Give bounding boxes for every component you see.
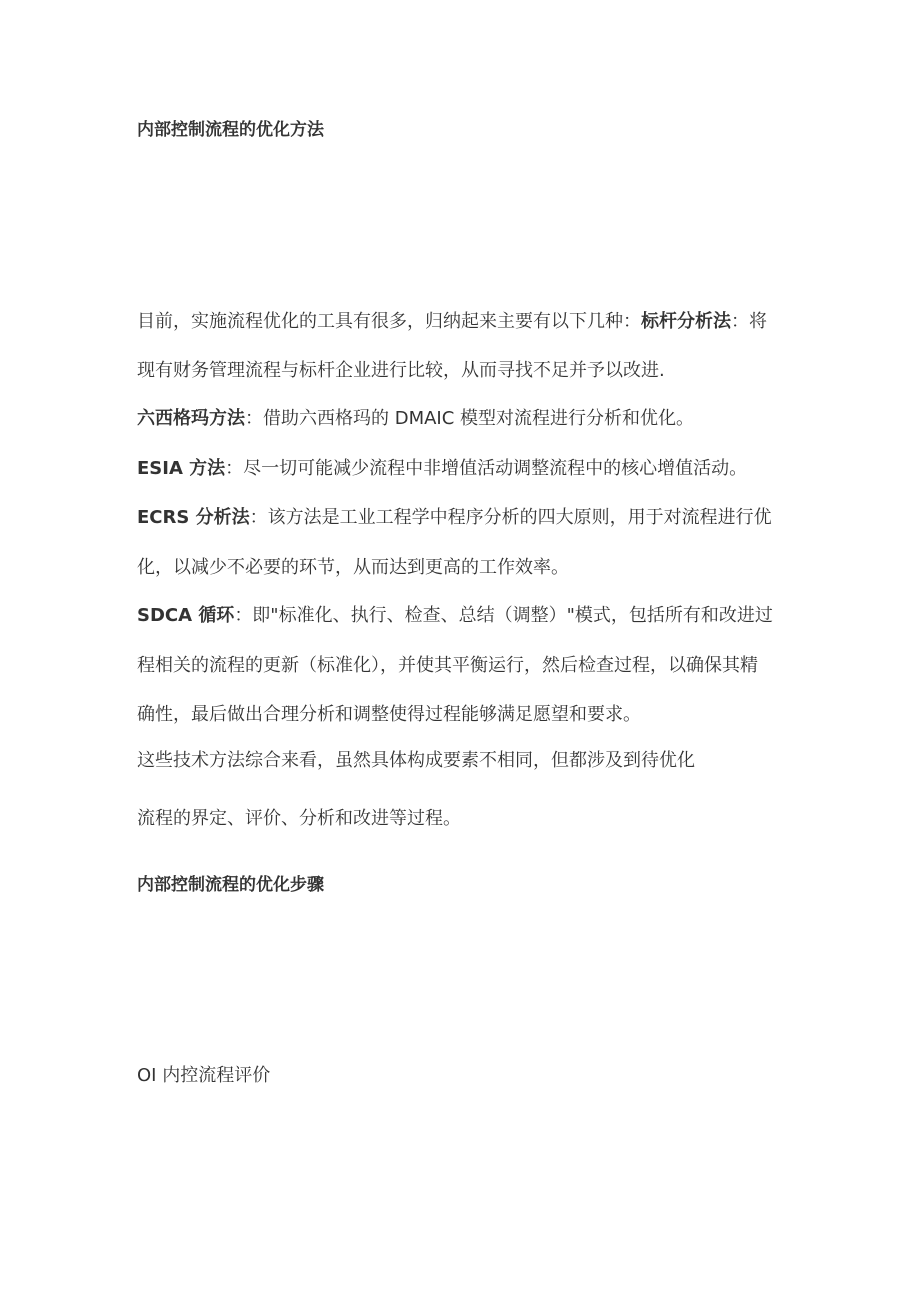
method-term: SDCA 循环	[137, 605, 235, 626]
benchmark-term: 标杆分析法	[641, 311, 731, 332]
intro-paragraph-line-2: 现有财务管理流程与标杆企业进行比较，从而寻找不足并予以改进.	[137, 360, 665, 381]
intro-paragraph-line-1	[137, 309, 767, 335]
method-term: ECRS 分析法	[137, 507, 250, 528]
section-heading-steps: 内部控制流程的优化步骤	[137, 875, 324, 895]
step-1-label: OI 内控流程评价	[137, 1065, 271, 1086]
summary-line-1: 这些技术方法综合来看，虽然具体构成要素不相同，但都涉及到待优化	[137, 750, 695, 771]
method-sdca-line-2: 程相关的流程的更新（标准化），并使其平衡运行，然后检查过程，以确保其精	[137, 655, 758, 676]
method-desc: ：借助六西格玛的 DMAIC 模型对流程进行分析和优化。	[245, 408, 695, 429]
method-term: ESIA 方法	[137, 458, 226, 479]
method-desc: ：尽一切可能减少流程中非增值活动调整流程中的核心增值活动。	[225, 458, 748, 479]
section-heading-methods: 内部控制流程的优化方法	[137, 120, 324, 140]
method-sdca-line-3: 确性，最后做出合理分析和调整使得过程能够满足愿望和要求。	[137, 704, 641, 725]
intro-text: 目前，实施流程优化的工具有很多，归纳起来主要有以下几种：	[137, 311, 641, 332]
method-ecrs-line-1	[137, 505, 772, 531]
method-desc: ：即"标准化、执行、检查、总结（调整）"模式，包括所有和改进过	[234, 605, 773, 626]
method-six-sigma	[137, 406, 694, 432]
method-term: 六西格玛方法	[137, 408, 245, 429]
method-ecrs-line-2: 化，以减少不必要的环节，从而达到更高的工作效率。	[137, 557, 569, 578]
method-sdca-line-1	[137, 603, 773, 629]
summary-line-2: 流程的界定、评价、分析和改进等过程。	[137, 808, 461, 829]
method-esia	[137, 456, 747, 482]
method-desc: ：该方法是工业工程学中程序分析的四大原则，用于对流程进行优	[249, 507, 772, 528]
intro-text-after: ：将	[731, 311, 767, 332]
